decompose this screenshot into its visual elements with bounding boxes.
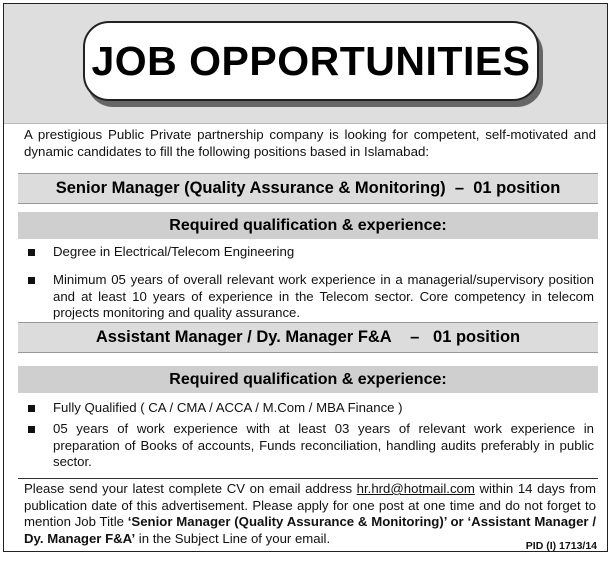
position-title-senior-manager <box>18 173 598 204</box>
job-title-1: ‘Senior Manager (Quality Assurance & Monitoring)’ <box>127 514 447 529</box>
header-band <box>4 4 607 124</box>
job-title-2: ‘Assistant Manager / Dy. Manager F&A’ <box>24 514 597 546</box>
qualification-heading: Required qualification & experience: <box>18 212 598 239</box>
list-item <box>28 400 594 417</box>
position-name: Assistant Manager / Dy. Manager F&A <box>95 328 392 346</box>
footer-text: within 14 days from publication date of this advertisement. Please apply for one post at one time and do not forget to mention Job Title <box>24 481 596 529</box>
list-item <box>28 272 594 322</box>
requirement-text: Degree in Electrical/Telecom Engineering <box>53 244 295 259</box>
footer-text: in the Subject Line of your email. <box>135 530 331 546</box>
advertisement-frame <box>3 3 608 552</box>
bullet-square-icon <box>28 405 35 412</box>
requirement-text: Fully Qualified ( CA / CMA / ACCA / M.Com / MBA Finance ) <box>53 400 403 415</box>
footer-divider <box>18 478 598 479</box>
footer-text: Please send your latest complete CV on email address <box>24 481 357 496</box>
position-separator: – <box>410 328 420 346</box>
qualification-heading: Required qualification & experience: <box>18 366 598 393</box>
bullet-square-icon <box>28 277 35 284</box>
bullet-square-icon <box>28 426 35 433</box>
application-instructions <box>24 481 596 547</box>
position-separator: – <box>454 179 465 197</box>
position-count: 01 position <box>473 179 561 197</box>
requirement-text: Minimum 05 years of overall relevant work experience in a managerial/supervisory position and at least 10 years of experience in the Telecom sector. Core competency in telecom projects monitoring and quality assurance. <box>53 272 594 320</box>
bullet-square-icon <box>28 249 35 256</box>
list-item <box>28 244 594 261</box>
footer-or: or <box>446 514 468 529</box>
position-name: Senior Manager (Quality Assurance & Monitoring) <box>55 179 446 197</box>
publication-id: PID (I) 1713/14 <box>525 540 597 552</box>
list-item <box>28 421 594 471</box>
intro-text: A prestigious Public Private partnership company is looking for competent, self-motivated and dynamic candidates to fill the following positions based in Islamabad: <box>24 127 596 159</box>
position-title-assistant-manager <box>18 322 598 353</box>
email-link[interactable]: hr.hrd@hotmail.com <box>356 481 475 496</box>
requirement-text: 05 years of work experience with at least 03 years of relevant work experience in preparation of Books of accounts, Funds reconciliation, handling audits preferably in public sector. <box>53 421 594 469</box>
title-box <box>83 21 539 101</box>
page-title: JOB OPPORTUNITIES <box>91 37 531 84</box>
position-count: 01 position <box>433 328 521 346</box>
